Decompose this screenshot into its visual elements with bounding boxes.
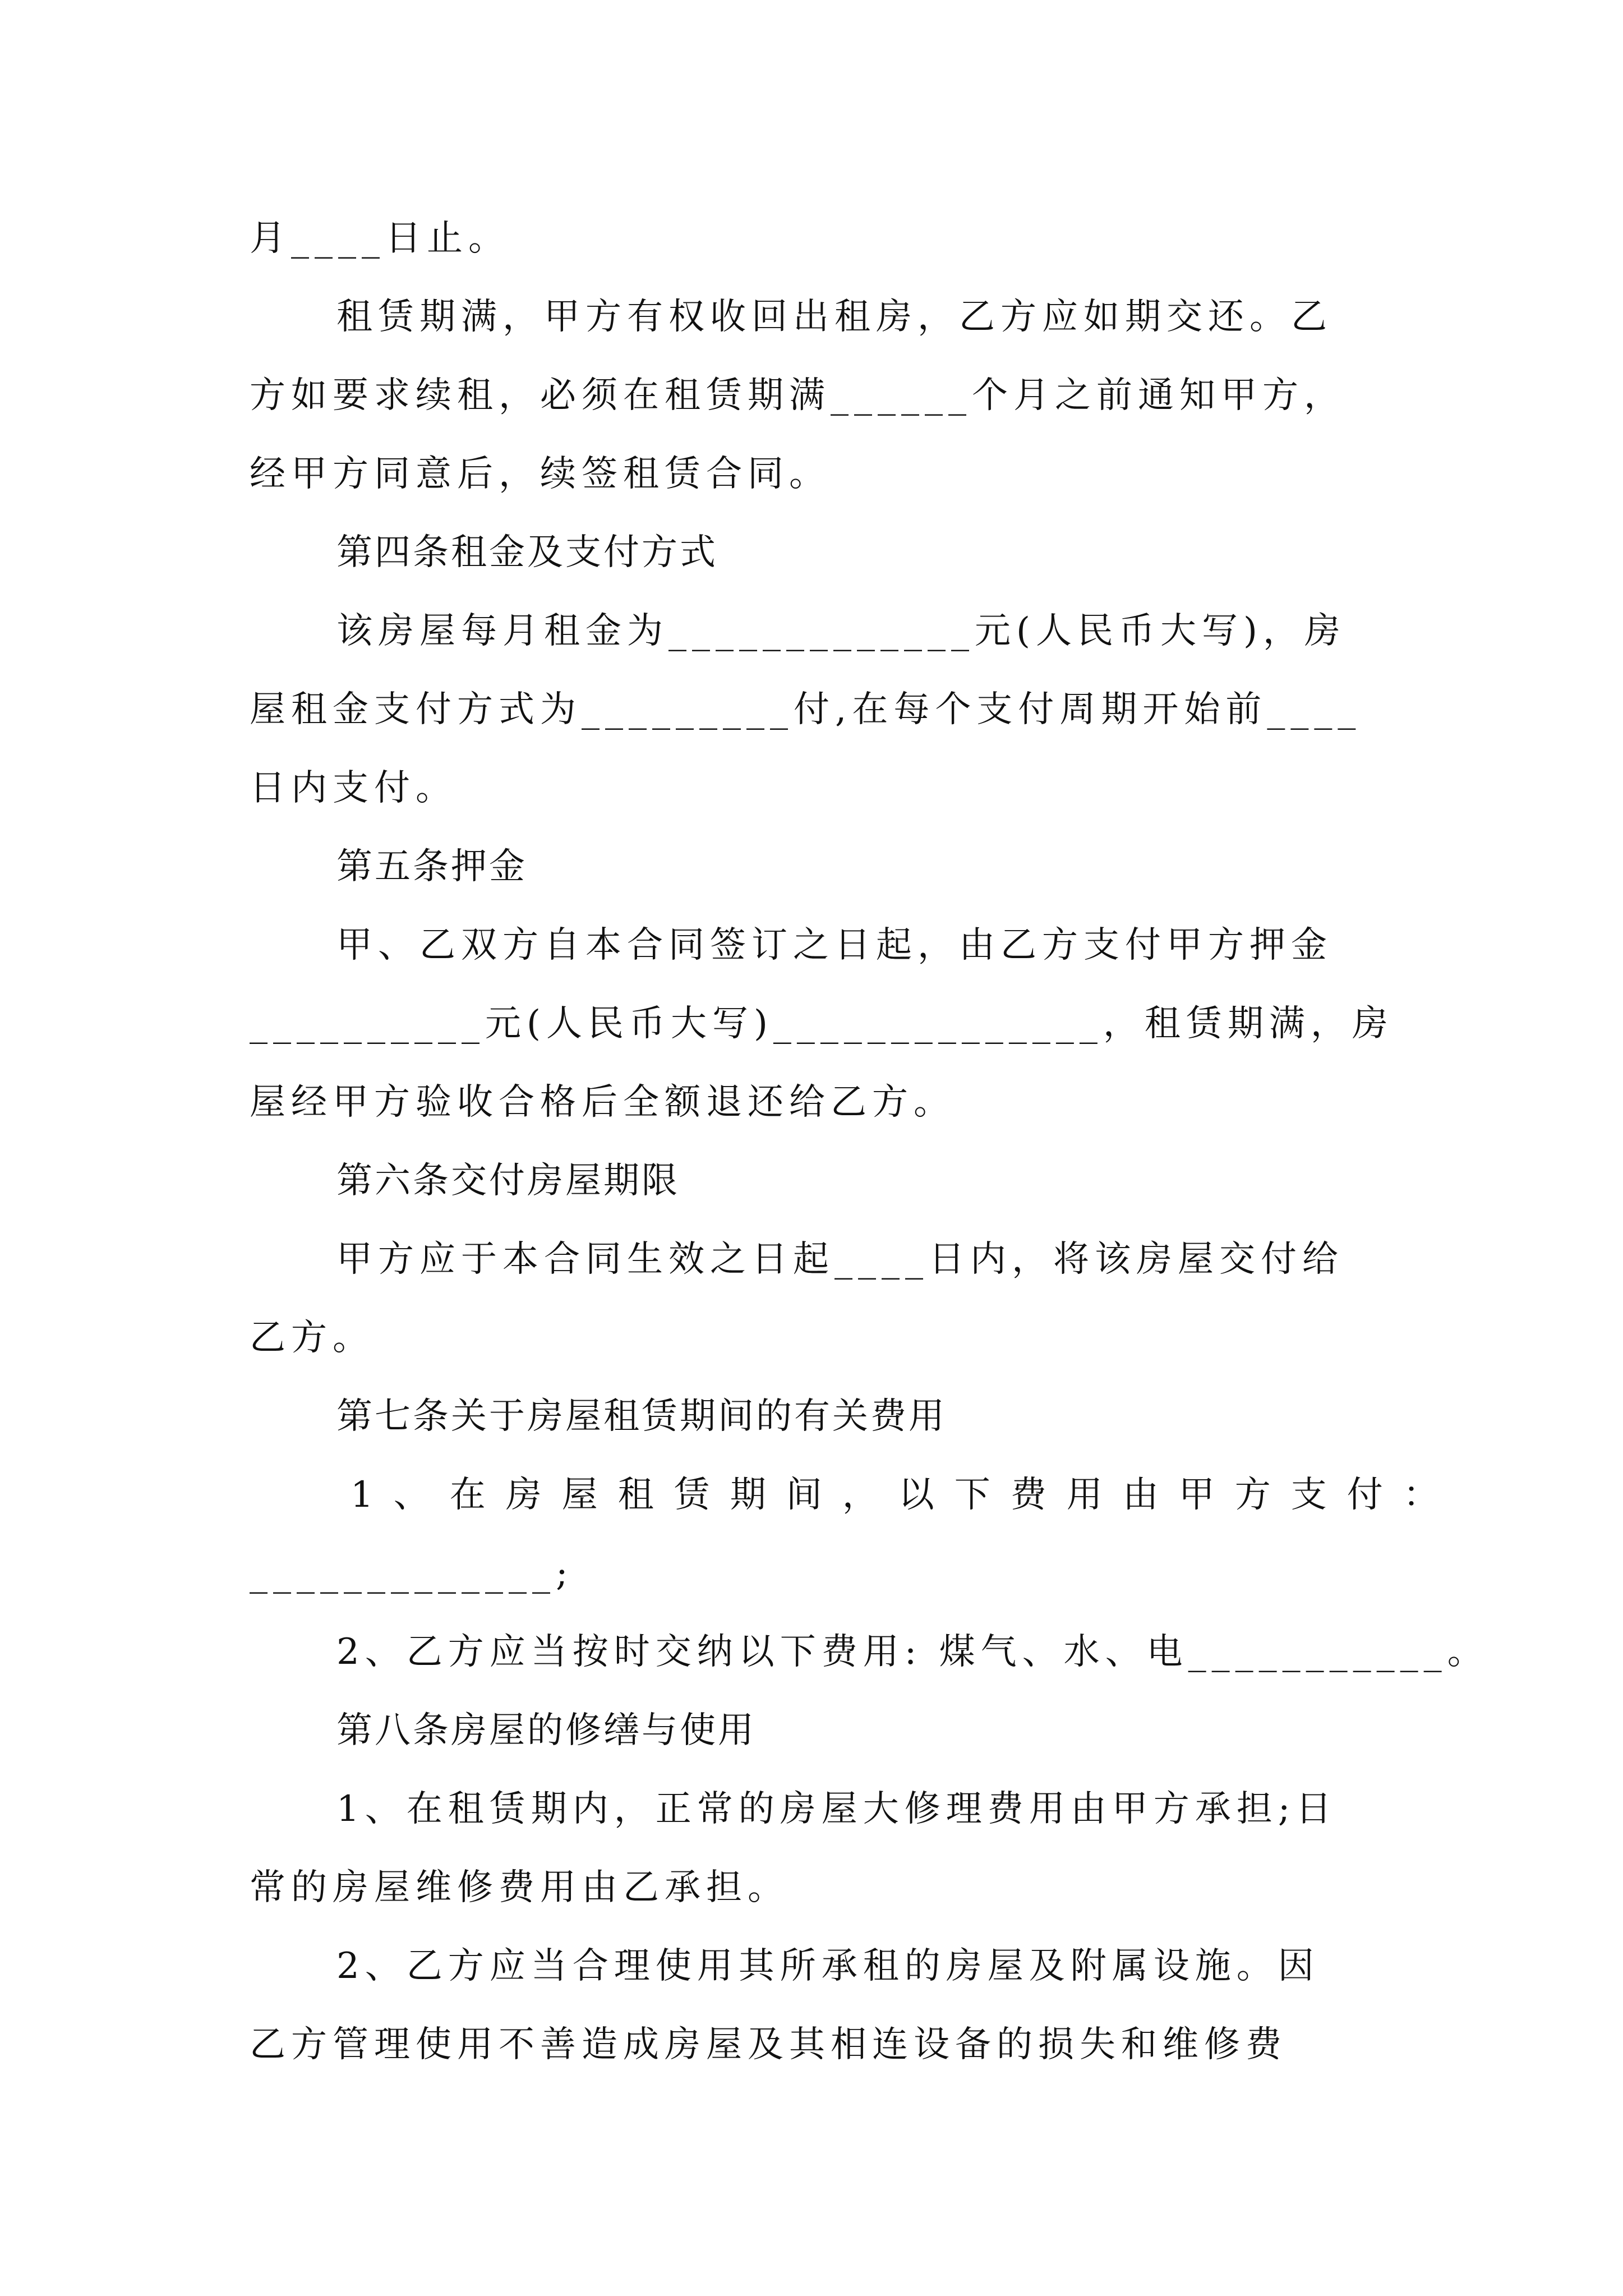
section-heading: 第七条关于房屋租赁期间的有关费用	[336, 1396, 947, 1437]
paragraph-line: 租赁期满，甲方有权收回出租房，乙方应如期交还。乙	[336, 296, 1332, 338]
paragraph-line: 该房屋每月租金为_____________元(人民币大写)，房	[336, 610, 1346, 652]
section-heading: 第五条押金	[336, 846, 527, 887]
paragraph-line: 经甲方同意后，续签租赁合同。	[250, 453, 831, 495]
list-item-line: 1、在租赁期内，正常的房屋大修理费用由甲方承担;日	[336, 1788, 1338, 1830]
paragraph-line: _____________;	[250, 1553, 574, 1594]
paragraph-line: 日内支付。	[250, 767, 457, 809]
paragraph-line: 乙方管理使用不善造成房屋及其相连设备的损失和维修费	[250, 2024, 1287, 2065]
section-heading: 第四条租金及支付方式	[336, 532, 718, 573]
section-heading: 第六条交付房屋期限	[336, 1160, 680, 1202]
paragraph-line: 甲、乙双方自本合同签订之日起，由乙方支付甲方押金	[336, 924, 1332, 966]
section-heading: 第八条房屋的修缮与使用	[336, 1710, 756, 1751]
paragraph-line: 乙方。	[250, 1317, 374, 1359]
paragraph-line: __________元(人民币大写)______________，租赁期满，房	[250, 1003, 1394, 1045]
paragraph-line: 屋经甲方验收合格后全额退还给乙方。	[250, 1082, 955, 1123]
paragraph-line: 月____日止。	[250, 218, 510, 259]
paragraph-line: 甲方应于本合同生效之日起____日内，将该房屋交付给	[336, 1239, 1344, 1280]
list-item-line: 2、乙方应当合理使用其所承租的房屋及附属设施。因	[336, 1945, 1320, 1987]
paragraph-line: 常的房屋维修费用由乙承担。	[250, 1867, 789, 1908]
list-item-line: 2、乙方应当按时交纳以下费用: 煤气、水、电___________。	[336, 1631, 1489, 1673]
paragraph-line: 方如要求续租，必须在租赁期满______个月之前通知甲方，	[250, 375, 1345, 416]
list-item-line: 1、在房屋租赁期间，以下费用由甲方支付：	[351, 1474, 1459, 1516]
paragraph-line: 屋租金支付方式为_________付,在每个支付周期开始前____	[250, 689, 1362, 730]
